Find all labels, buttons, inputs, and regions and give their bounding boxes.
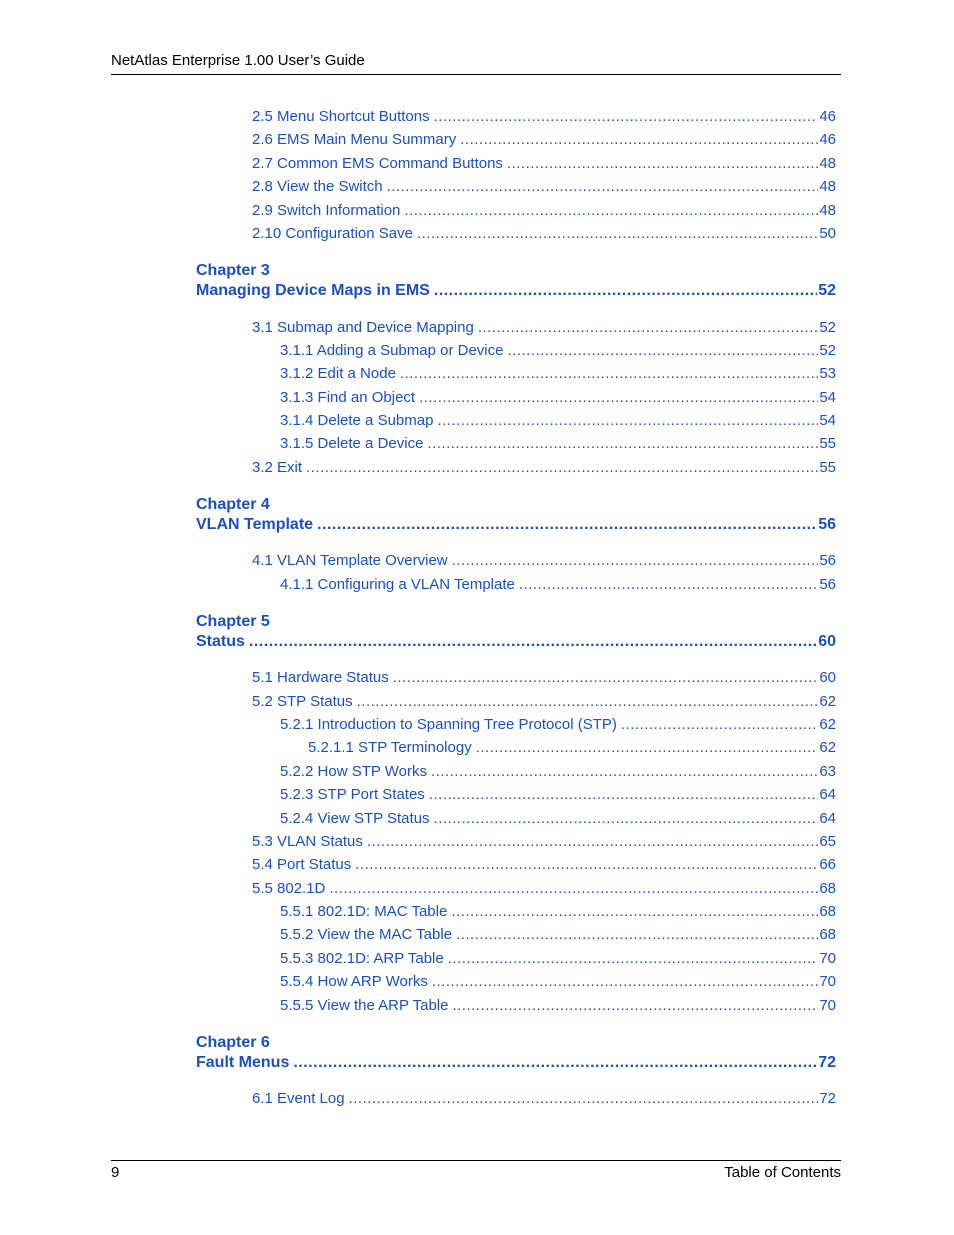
toc-entry-link[interactable] (280, 786, 836, 804)
toc-entry-title: 5.1 Hardware Status (252, 669, 389, 686)
toc-entry-link[interactable] (252, 880, 836, 898)
toc-entry-title: 2.7 Common EMS Command Buttons (252, 155, 503, 172)
dot-leader (456, 926, 818, 944)
toc-entry-link[interactable] (280, 412, 836, 430)
toc-entry-title: 3.2 Exit (252, 459, 303, 476)
toc-entry-title: 2.9 Switch Information (252, 202, 401, 219)
dot-leader (349, 1090, 819, 1108)
chapter-label: Chapter 5 (196, 613, 270, 630)
dot-leader (367, 833, 818, 851)
dot-leader (507, 342, 818, 360)
dot-leader (357, 693, 819, 711)
dot-leader (387, 178, 819, 196)
toc-page-number: 60 (818, 633, 836, 650)
toc-entry-link[interactable] (280, 926, 836, 944)
toc-entry-title: 3.1.3 Find an Object (280, 389, 416, 406)
toc-entry-title: 5.2.1.1 STP Terminology (308, 739, 472, 756)
page-number: 9 (111, 1164, 120, 1181)
toc-entry-link[interactable] (252, 669, 836, 687)
chapter-label: Chapter 4 (196, 496, 270, 513)
toc-entry-title: 5.2.3 STP Port States (280, 786, 425, 803)
toc-page-number: 70 (819, 997, 836, 1014)
dot-leader (507, 155, 818, 173)
toc-chapter-link[interactable] (196, 516, 836, 534)
document-title: NetAtlas Enterprise 1.00 User’s Guide (111, 52, 365, 69)
toc-page-number: 72 (819, 1090, 836, 1107)
toc-page-number: 46 (819, 131, 836, 148)
toc-page-number: 54 (819, 389, 836, 406)
toc-entry-link[interactable] (252, 155, 836, 173)
dot-leader (434, 108, 819, 126)
toc-entry-link[interactable] (252, 202, 836, 220)
toc-entry-link[interactable] (280, 950, 836, 968)
toc-entry-link[interactable] (252, 131, 836, 149)
toc-page-number: 48 (819, 155, 836, 172)
toc-entry-title: 3.1.4 Delete a Submap (280, 412, 434, 429)
toc-page-number: 66 (819, 856, 836, 873)
chapter-label: Chapter 3 (196, 262, 270, 279)
toc-entry-title: 5.3 VLAN Status (252, 833, 363, 850)
toc-entry-title: 3.1.1 Adding a Submap or Device (280, 342, 504, 359)
chapter-label: Chapter 6 (196, 1034, 270, 1051)
toc-entry-title: 5.5 802.1D (252, 880, 326, 897)
toc-page-number: 62 (819, 739, 836, 756)
toc-entry-title: 3.1 Submap and Device Mapping (252, 319, 474, 336)
toc-page-number: 48 (819, 178, 836, 195)
toc-entry-link[interactable] (252, 833, 836, 851)
toc-entry-link[interactable] (252, 225, 836, 243)
toc-entry-title: 5.5.4 How ARP Works (280, 973, 428, 990)
dot-leader (519, 576, 818, 594)
toc-page-number: 64 (819, 786, 836, 803)
toc-entry-link[interactable] (252, 459, 836, 477)
toc-page-number: 46 (819, 108, 836, 125)
toc-page-number: 62 (819, 716, 836, 733)
dot-leader (621, 716, 818, 734)
toc-page-number: 68 (819, 926, 836, 943)
toc-entry-title: 5.5.2 View the MAC Table (280, 926, 453, 943)
toc-page-number: 60 (819, 669, 836, 686)
toc-entry-link[interactable] (280, 997, 836, 1015)
toc-page-number: 54 (819, 412, 836, 429)
toc-page-number: 53 (819, 365, 836, 382)
toc-entry-link[interactable] (280, 365, 836, 383)
toc-page-number: 62 (819, 693, 836, 710)
toc-page-number: 65 (819, 833, 836, 850)
section-name: Table of Contents (724, 1164, 841, 1181)
dot-leader (451, 903, 818, 921)
dot-leader (434, 810, 819, 828)
toc-entry-link[interactable] (280, 342, 836, 360)
toc-entry-link[interactable] (252, 178, 836, 196)
toc-entry-link[interactable] (280, 973, 836, 991)
dot-leader (434, 282, 817, 300)
dot-leader (249, 633, 817, 651)
toc-entry-title: 3.1.5 Delete a Device (280, 435, 424, 452)
toc-entry-link[interactable] (252, 319, 836, 337)
toc-entry-title: 5.4 Port Status (252, 856, 352, 873)
toc-entry-title: 2.8 View the Switch (252, 178, 383, 195)
dot-leader (306, 459, 818, 477)
dot-leader (429, 786, 819, 804)
toc-chapter-link[interactable] (196, 282, 836, 300)
dot-leader (437, 412, 818, 430)
toc-entry-title: 5.2.1 Introduction to Spanning Tree Protocol (STP) (280, 716, 617, 733)
toc-entry-link[interactable] (280, 716, 836, 734)
toc-page-number: 56 (818, 516, 836, 533)
dot-leader (393, 669, 819, 687)
toc-page-number: 52 (819, 319, 836, 336)
toc-page-number: 68 (819, 903, 836, 920)
toc-entry-link[interactable] (252, 693, 836, 711)
toc-entry-link[interactable] (252, 108, 836, 126)
toc-entry-title: 5.2 STP Status (252, 693, 353, 710)
toc-entry-title: 6.1 Event Log (252, 1090, 345, 1107)
toc-page-number: 52 (819, 342, 836, 359)
toc-entry-title: Status (196, 633, 245, 650)
toc-entry-link[interactable] (252, 856, 836, 874)
toc-entry-link[interactable] (252, 1090, 836, 1108)
toc-page-number: 68 (819, 880, 836, 897)
toc-entry-link[interactable] (280, 810, 836, 828)
toc-entry-title: 2.10 Configuration Save (252, 225, 413, 242)
toc-entry-title: 2.6 EMS Main Menu Summary (252, 131, 457, 148)
dot-leader (404, 202, 818, 220)
toc-entry-title: VLAN Template (196, 516, 314, 533)
toc-page-number: 70 (819, 973, 836, 990)
toc-entry-link[interactable] (280, 903, 836, 921)
toc-entry-title: Fault Menus (196, 1054, 290, 1071)
toc-entry-title: 5.2.2 How STP Works (280, 763, 427, 780)
dot-leader (476, 739, 819, 757)
dot-leader (417, 225, 818, 243)
toc-entry-title: 3.1.2 Edit a Node (280, 365, 396, 382)
toc-page-number: 56 (819, 576, 836, 593)
toc-page-number: 50 (819, 225, 836, 242)
dot-leader (293, 1054, 817, 1072)
dot-leader (431, 763, 818, 781)
dot-leader (317, 516, 817, 534)
dot-leader (427, 435, 818, 453)
toc-page-number: 63 (819, 763, 836, 780)
toc-page-number: 55 (819, 435, 836, 452)
toc-chapter-link[interactable] (196, 1054, 836, 1072)
toc-entry-link[interactable] (280, 389, 836, 407)
toc-entry-link[interactable] (280, 763, 836, 781)
toc-entry-title: 4.1.1 Configuring a VLAN Template (280, 576, 515, 593)
dot-leader (452, 552, 819, 570)
dot-leader (400, 365, 818, 383)
page-footer (111, 1160, 841, 1185)
dot-leader (478, 319, 819, 337)
toc-page-number: 72 (818, 1054, 836, 1071)
dot-leader (432, 973, 818, 991)
toc-entry-link[interactable] (308, 739, 836, 757)
toc-entry-title: 5.5.3 802.1D: ARP Table (280, 950, 444, 967)
dot-leader (448, 950, 819, 968)
toc-entry-link[interactable] (252, 552, 836, 570)
toc-page-number: 64 (819, 810, 836, 827)
toc-chapter-link[interactable] (196, 633, 836, 651)
toc-entry-title: 2.5 Menu Shortcut Buttons (252, 108, 430, 125)
toc-entry-title: Managing Device Maps in EMS (196, 282, 430, 299)
dot-leader (419, 389, 818, 407)
toc-page-number: 52 (818, 282, 836, 299)
dot-leader (460, 131, 818, 149)
dot-leader (329, 880, 818, 898)
toc-page-number: 55 (819, 459, 836, 476)
dot-leader (452, 997, 818, 1015)
toc-entry-link[interactable] (280, 435, 836, 453)
toc-page-number: 70 (819, 950, 836, 967)
toc-page-number: 56 (819, 552, 836, 569)
toc-page-number: 48 (819, 202, 836, 219)
dot-leader (355, 856, 818, 874)
toc-entry-title: 5.2.4 View STP Status (280, 810, 430, 827)
toc-entry-title: 5.5.1 802.1D: MAC Table (280, 903, 448, 920)
toc-entry-title: 5.5.5 View the ARP Table (280, 997, 449, 1014)
toc-entry-title: 4.1 VLAN Template Overview (252, 552, 448, 569)
toc-entry-link[interactable] (280, 576, 836, 594)
